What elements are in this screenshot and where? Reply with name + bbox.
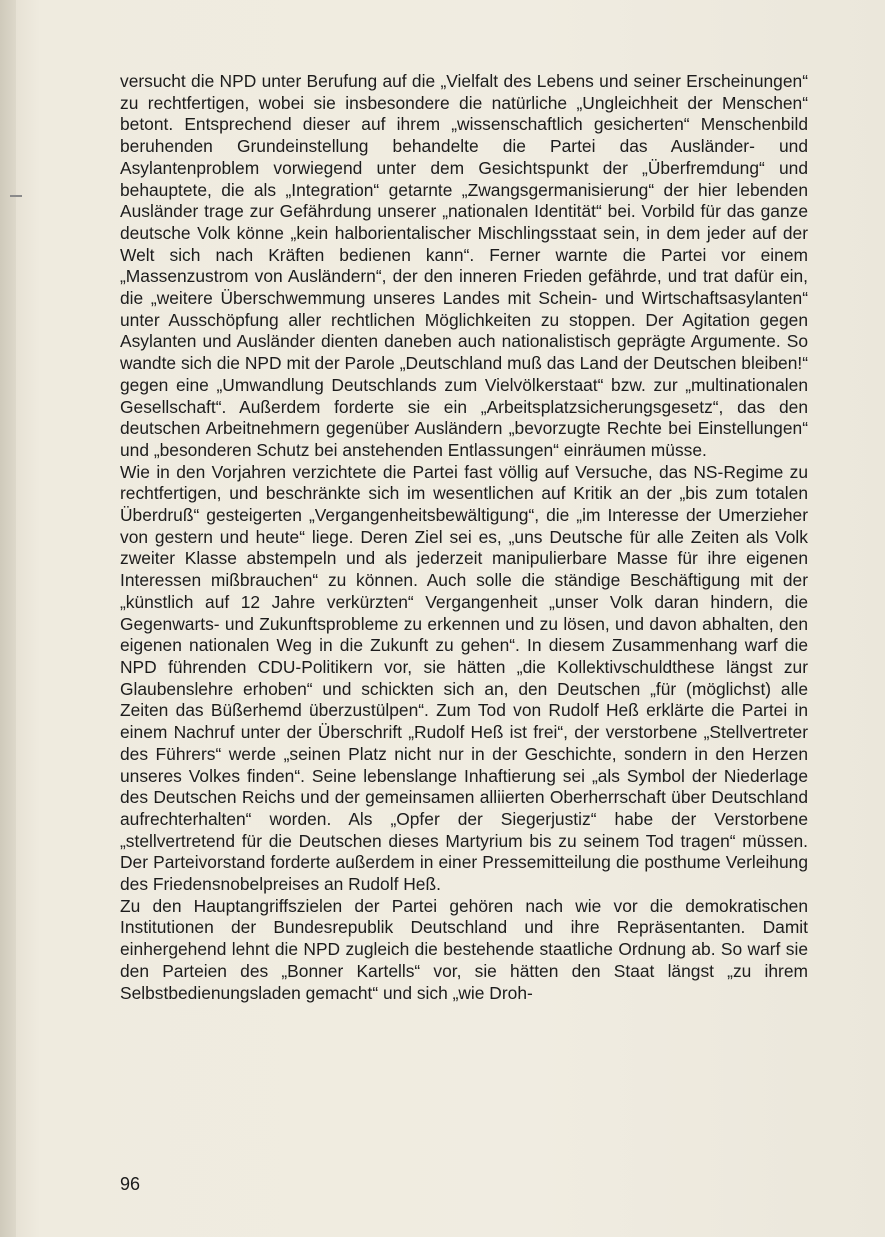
- body-text: [120, 71, 808, 1004]
- scan-left-edge: [0, 0, 16, 1237]
- page-number: 96: [120, 1174, 141, 1194]
- paragraph-3: Zu den Hauptangriffszielen der Partei gehören nach wie vor die demokratischen Institutionen der Bundesrepublik Deutschland und ihre Repräsentanten. Damit einhergehend lehnt die NPD zugleich die bestehende staatliche Ordnung ab. So warf sie den Parteien des „Bonner Kartells“ vor, sie hätten den Staat längst „zu ihrem Selbstbedienungsladen gemacht“ und sich „wie Droh-: [120, 895, 808, 1003]
- paragraph-1: versucht die NPD unter Berufung auf die „Vielfalt des Lebens und seiner Erscheinungen“ zu rechtfertigen, wobei sie insbesondere die natürliche „Ungleichheit der Menschen“ betont. Entsprechend dieser auf ihrem „wissenschaftlich gesicherten“ Menschenbild beruhenden Grundeinstellung behandelte die Partei das Ausländer- und Asylantenproblem vorwiegend unter dem Gesichtspunkt der „Überfremdung“ und behauptete, die als „Integration“ getarnte „Zwangsgermanisierung“ der hier lebenden Ausländer trage zur Gefährdung unserer „nationalen Identität“ bei. Vorbild für das ganze deutsche Volk könne „kein halborientalischer Mischlingsstaat sein, in dem jeder auf der Welt sich nach Kräften bedienen kann“. Ferner warnte die Partei vor einem „Massenzustrom von Ausländern“, der den inneren Frieden gefährde, und trat dafür ein, die „weitere Überschwemmung unseres Landes mit Schein- und Wirtschaftsasylanten“ unter Ausschöpfung aller rechtlichen Möglichkeiten zu stoppen. Der Agitation gegen Asylanten und Ausländer dienten daneben auch nationalistisch geprägte Argumente. So wandte sich die NPD mit der Parole „Deutschland muß das Land der Deutschen bleiben!“ gegen eine „Umwandlung Deutschlands zum Vielvölkerstaat“ bzw. zur „multinationalen Gesellschaft“. Außerdem forderte sie ein „Arbeitsplatzsicherungsgesetz“, das den deutschen Arbeitnehmern gegenüber Ausländern „bevorzugte Rechte bei Einstellungen“ und „besonderen Schutz bei anstehenden Entlassungen“ einräumen müsse.: [120, 71, 808, 460]
- scan-edge-mark: [10, 195, 22, 197]
- paragraph-2: Wie in den Vorjahren verzichtete die Partei fast völlig auf Versuche, das NS-Regime zu rechtfertigen, und beschränkte sich im wesentlichen auf Kritik an der „bis zum totalen Überdruß“ gesteigerten „Vergangenheitsbewältigung“, die „im Interesse der Umerzieher von gestern und heute“ liege. Deren Ziel sei es, „uns Deutsche für alle Zeiten als Volk zweiter Klasse abstempeln und als jederzeit manipulierbare Masse für ihre eigenen Interessen mißbrauchen“ zu können. Auch solle die ständige Beschäftigung mit der „künstlich auf 12 Jahre verkürzten“ Vergangenheit „unser Volk daran hindern, die Gegenwarts- und Zukunftsprobleme zu erkennen und zu lösen, und davon abhalten, den eigenen nationalen Weg in die Zukunft zu gehen“. In diesem Zusammenhang warf die NPD führenden CDU-Politikern vor, sie hätten „die Kollektivschuldthese längst zur Glaubenslehre erhoben“ und schickten sich an, den Deutschen „für (möglichst) alle Zeiten das Büßerhemd überzustülpen“. Zum Tod von Rudolf Heß erklärte die Partei in einem Nachruf unter der Überschrift „Rudolf Heß ist frei“, der verstorbene „Stellvertreter des Führers“ werde „seinen Platz nicht nur in der Geschichte, sondern in den Herzen unseres Volkes finden“. Seine lebenslange Inhaftierung sei „als Symbol der Niederlage des Deutschen Reichs und der gemeinsamen alliierten Oberherrschaft über Deutschland aufrechterhalten“ worden. Als „Opfer der Siegerjustiz“ habe der Verstorbene „stellvertretend für die Deutschen dieses Martyrium bis zu seinem Tod tragen“ müssen. Der Parteivorstand forderte außerdem in einer Pressemitteilung die posthume Verleihung des Friedensnobelpreises an Rudolf Heß.: [120, 461, 808, 895]
